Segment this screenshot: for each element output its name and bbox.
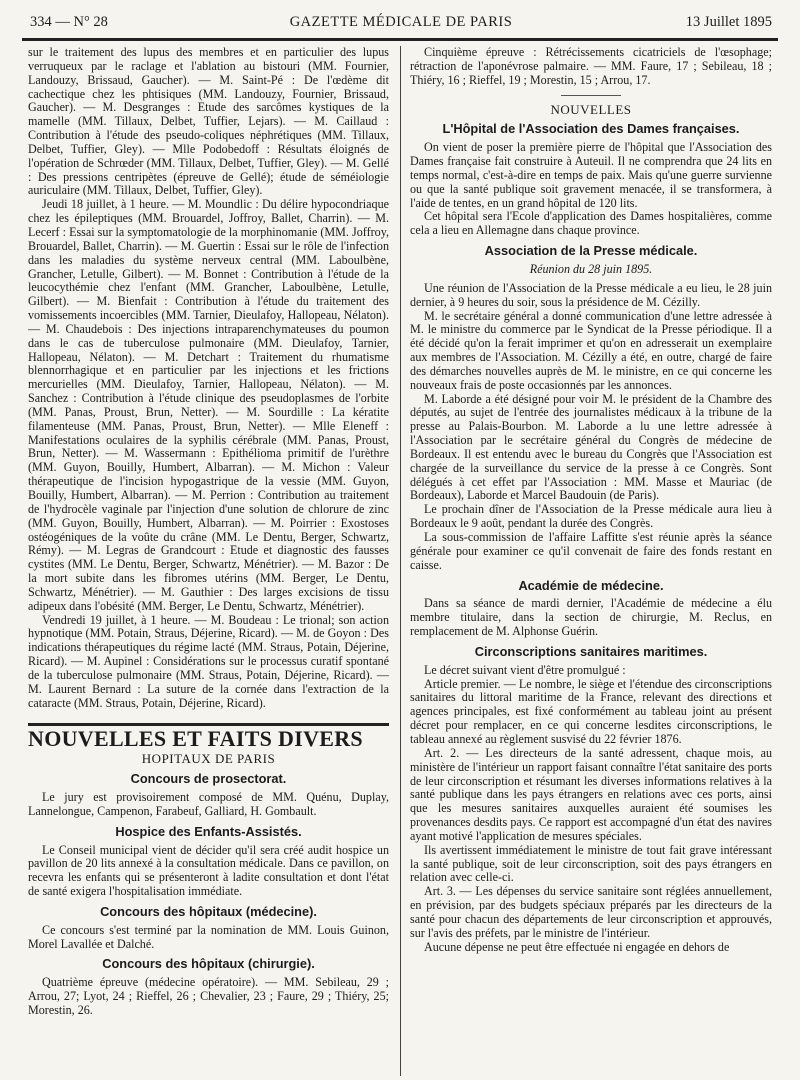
- text-presse-4: Le prochain dîner de l'Association de la Presse médicale aura lieu à Bordeaux le 9 août, pendant la durée des Congrès.: [410, 502, 772, 531]
- thesis-list-friday: Vendredi 19 juillet, à 1 heure. — M. Boudeau : Le trional; son action hypnotique (MM. Potain, Straus, Déjerine, Ricard). — M. de Goyon : Des indications thérapeutiques du régime lacté (MM. Straus, Potain, Déjerine, Ricard). — M. Aupinel : Considérations sur le processus curatif spontané de la tuberculose pulmonaire (MM. Straus, Potain, Déjerine, Ricard). — M. Laurent Bernard : La suture de la cornée dans l'extraction de la cataracte (MM. Straus, Potain, Déjerine, Ricard).: [28, 612, 389, 710]
- text-circ-article-1: Article premier. — Le nombre, le siège et l'étendue des circonscriptions sanitaires du littoral maritime de la France, relevant des directions et agences principales, est fixé conformément au tableau joint au présent décret pour remplacer, en ce qui concerne lesdites circonscriptions, le tableau annexé au règlement susvisé du 22 février 1876.: [410, 676, 772, 746]
- text-presse-1: Une réunion de l'Association de la Presse médicale a eu lieu, le 28 juin dernier, à 9 heures du soir, sous la présidence de M. Cézilly.: [410, 280, 772, 309]
- heading-circonscriptions: Circonscriptions sanitaires maritimes.: [474, 643, 708, 659]
- page-number: 334 — N° 28: [30, 14, 108, 30]
- thesis-list-continued: sur le traitement des lupus des membres et en particulier des lupus verruqueux par le raclage et l'ablation au bistouri (MM. Fournier, Landouzy, Brissaud, Gaucher). — M. Saint-Pé : De l'œdème dit cachectique chez les phtisiques (MM. Landouzy, Fournier, Brissaud, Gaucher). — M. Desgranges : Etude des sarcômes kystiques de la mamelle (MM. Tillaux, Delbet, Tuffier, Lejars). — M. Caillaud : Contribution à l'étude des pseudo-coliques néphrétiques (MM. Tillaux, Delbet, Tuffier, Gley). — Mlle Podobedoff : Résultats éloignés de l'opération de Schrœder (MM. Tillaux, Delbet, Tuffier, Gley). — M. Gellé : Des pressions centripètes (épreuve de Gellé); étude de séméiologie auriculaire (MM. Tillaux, Delbet, Tuffier, Gley).: [28, 46, 389, 198]
- heading-hospice: Hospice des Enfants-Assistés.: [115, 823, 302, 839]
- section-title-nouvelles: NOUVELLES ET FAITS DIVERS: [28, 725, 363, 751]
- heading-academie: Académie de médecine.: [518, 577, 664, 593]
- text-circ-intro: Le décret suivant vient d'être promulgué :: [424, 662, 626, 677]
- thesis-list-thursday: Jeudi 18 juillet, à 1 heure. — M. Moundlic : Du délire hypocondriaque chez les épileptiques (MM. Brouardel, Joffroy, Ballet, Charrin). — M. Lecerf : Essai sur la symptomatologie de la morphinomanie (MM. Joffroy, Brouardel, Ballet, Charrin). — M. Guertin : Essai sur le rôle de l'infection dans les maladies du système nerveux central (MM. Laboulbène, Grancher, Letulle, Gilbert). — M. Bonnet : Contribution à l'étude de la leucocythémie chez l'enfant (MM. Grancher, Laboulbène, Letulle, Gilbert). — M. Bienfait : Contribution à l'étude du traitement des vomissements incoercibles (MM. Tarnier, Dieulafoy, Hallopeau, Nélaton). — M. Chaudebois : Des injections intraparenchymateuses du poumon dans le cas de tuberculose pulmonaire (MM. Dieulafoy, Tarnier, Hallopeau, Nélaton). — M. Detchart : Traitement du rhumatisme blennorrhagique et en particulier par les injections et les frictions mercurielles (MM. Dieulafoy, Tarnier, Hallopeau, Nélaton). — M. Sanchez : Contribution à l'étude clinique des pseudoplasmes de l'orbite (MM. Panas, Proust, Brun, Netter). — M. Sourdille : La kératite filamenteuse (MM. Panas, Proust, Brun, Netter). — Mlle Eleneff : Manifestations oculaires de la syphilis cérébrale (MM. Panas, Proust, Brun, Netter). — M. Wassermann : Epithélioma primitif de l'urèthre (MM. Guyon, Bouilly, Humbert, Albarran). — M. Michon : Valeur thérapeutique de l'incision hypogastrique de la vessie (MM. Guyon, Bouilly, Humbert, Albarran). — M. Perrion : Contribution au traitement de l'hydrocèle vaginale par l'injection d'une solution de chlorure de zinc (MM. Guyon, Bouilly, Humbert, Albarran). — M. Poirrier : Exostoses ostéogéniques de la voûte du crâne (MM. Le Dentu, Berger, Schwartz, Rémy). — M. Legras de Grandcourt : Etude et diagnostic des fausses cystites (MM. Le Dentu, Berger, Schwartz, Ménétrier). — M. Bazor : De la mort subite dans les fibromes utérins (MM. Berger, Le Dentu, Schwartz, Ménétrier). — M. Gauthier : Des larges excisions de tissu adipeux dans l'obésité (MM. Berger, Le Dentu, Schwartz, Ménétrier).: [28, 197, 389, 613]
- heading-presse-medicale: Association de la Presse médicale.: [484, 243, 698, 259]
- page-header: [30, 14, 772, 36]
- text-prosectorat: Le jury est provisoirement composé de MM. Quénu, Duplay, Lannelongue, Campenon, Farabeuf, Galliard, H. Gombault.: [28, 790, 389, 818]
- text-cinquieme-epreuve: Cinquième épreuve : Rétrécissements cicatriciels de l'œsophage; rétraction de l'aponévrose palmaire. — MM. Faure, 17 ; Sebileau, 18 ; Thiéry, 16 ; Rieffel, 19 ; Morestin, 15 ; Arrou, 17.: [410, 46, 772, 87]
- text-presse-2: M. le secrétaire général a donné communication d'une lettre adressée à M. le ministre du commerce par le Syndicat de la Presse périodique. Il a été décidé qu'on la ferait imprimer et qu'on en adresserait un exemplaire aux membres de l'Association. M. Cézilly a été, en outre, chargé de faire des démarches nouvelles auprès de M. le ministre, en ce qui concerne les nouveaux frais de poste occasionnés par les annonces.: [410, 308, 772, 392]
- text-circ-depenses: Aucune dépense ne peut être effectuée ni engagée en dehors de: [424, 939, 730, 954]
- short-rule: [561, 95, 621, 96]
- text-academie: Dans sa séance de mardi dernier, l'Académie de médecine a élu membre titulaire, dans la section de chirurgie, M. Reclus, en remplacement de M. Alphonse Guérin.: [410, 596, 772, 639]
- journal-title: GAZETTE MÉDICALE DE PARIS: [289, 14, 513, 30]
- rubric-hopitaux: HOPITAUX DE PARIS: [141, 751, 276, 767]
- left-column: [28, 46, 389, 1074]
- text-circ-article-2: Art. 2. — Les directeurs de la santé adressent, chaque mois, au ministère de l'intérieur un rapport faisant connaître l'état sanitaire des ports de leur circonscription et résumant les diverses informations relatives à la santé publique dans les pays étrangers en relations avec ces ports, ainsi que les mesures sanitaires auxquelles auraient été soumises les provenances desdits pays. Ce rapport est accompagné d'un état des navires ayant motivé l'application de mesures spéciales.: [410, 745, 772, 843]
- text-presse-5: La sous-commission de l'affaire Laffitte s'est réunie après la séance générale pour examiner ce qu'il convenait de faire des fonds restant en caisse.: [410, 530, 772, 572]
- heading-prosectorat: Concours de prosectorat.: [130, 771, 287, 787]
- text-presse-3: M. Laborde a été désigné pour voir M. le président de la Chambre des députés, au sujet de l'entrée des journalistes médicaux à la tribune de la presse au Palais-Bourbon. M. Laborde a lu une lettre adressée à l'Association par le secrétaire général du Congrès de médecine de Bordeaux. Il est entendu avec le bureau du Congrès que l'Association est chargée de la surveillance du service de la presse à ce Congrès. Sont délégués à cet effet par l'Association : MM. Masse et Mauriac (de Bordeaux), Laborde et Marcel Baudouin (de Paris).: [410, 391, 772, 503]
- text-circ-article-3: Art. 3. — Les dépenses du service sanitaire sont réglées annuellement, en prévision, par des budgets spéciaux préparés par les directeurs de la santé pour chacun des départements de leur circonscription et approuvés, sur l'avis des préfets, par le ministre de l'intérieur.: [410, 884, 772, 940]
- text-hopital-dames-1: On vient de poser la première pierre de l'hôpital que l'Association des Dames française fait construire à Auteuil. Il ne comprendra que 24 lits en temps normal, c'est-à-dire en temps de paix. Mais qu'une guerre survienne ou que la santé publique soit gravement menacée, il se transformera, à l'aide de tentes, en un grand hôpital de 120 lits.: [410, 140, 772, 210]
- issue-date: 13 Juillet 1895: [685, 14, 772, 30]
- text-circ-avertissement: Ils avertissent immédiatement le ministre de tout fait grave intéressant la santé publique, soit de leur circonscription, soit des pays étrangers en relation avec celle-ci.: [410, 842, 772, 885]
- heading-hopital-dames: L'Hôpital de l'Association des Dames françaises.: [442, 121, 740, 137]
- text-hopital-dames-2: Cet hôpital sera l'Ecole d'application des Dames hospitalières, comme cela a lieu en Allemagne dans chaque province.: [410, 209, 772, 238]
- text-concours-chirurgie: Quatrième épreuve (médecine opératoire). — MM. Sebileau, 29 ; Arrou, 27; Lyot, 24 ; Rieffel, 26 ; Chevalier, 23 ; Faure, 29 ; Thiéry, 25; Morestin, 26.: [28, 975, 389, 1017]
- column-divider: [400, 46, 401, 1076]
- subheading-reunion: Réunion du 28 juin 1895.: [529, 261, 653, 276]
- heading-concours-medecine: Concours des hôpitaux (médecine).: [100, 903, 317, 919]
- rubric-nouvelles: NOUVELLES: [550, 101, 632, 117]
- text-hospice: Le Conseil municipal vient de décider qu'il sera créé audit hospice un pavillon de 20 lits annexé à la consultation médicale. Dans ce pavillon, on recevra les enfants qui se présenteront à ladite consultation et dont l'état de santé exigera l'hospitalisation immédiate.: [28, 842, 389, 899]
- header-rule: [22, 38, 778, 41]
- heading-concours-chirurgie: Concours des hôpitaux (chirurgie).: [102, 956, 315, 972]
- right-column: [410, 46, 772, 1074]
- text-concours-medecine: Ce concours s'est terminé par la nomination de MM. Louis Guinon, Morel Lavallée et Dalché.: [28, 922, 389, 951]
